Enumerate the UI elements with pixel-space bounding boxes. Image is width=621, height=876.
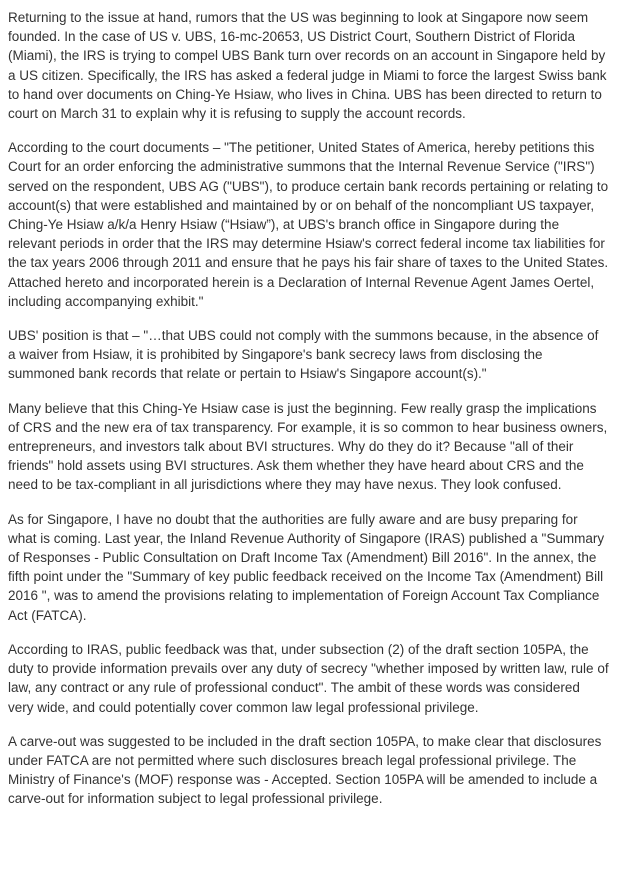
paragraph-crs-transparency: Many believe that this Ching-Ye Hsiaw case is just the beginning. Few really grasp the implications of CRS and the new era of tax transparency. For example, it is so common to hear business owners, entrepreneurs, and investors talk about BVI structures. Why do they do it? Because "all of their friends" hold assets using BVI structures. Ask them whether they have heard about CRS and the need to be tax-compliant in all jurisdictions where they may have nexus. They look confused. (8, 400, 608, 493)
paragraph-singapore-rumors: Returning to the issue at hand, rumors that the US was beginning to look at Singapore now seem founded. In the case of US v. UBS, 16-mc-20653, US District Court, Southern District of Florida (Miami), the IRS is trying to compel UBS Bank turn over records on an account in Singapore held by a US citizen. Specifically, the IRS has asked a federal judge in Miami to force the largest Swiss bank to hand over documents on Ching-Ye Hsiaw, who lives in China. UBS has been directed to return to court on March 31 to explain why it is refusing to supply the account records. (8, 10, 607, 122)
paragraph-carve-out: A carve-out was suggested to be included in the draft section 105PA, to make clear that disclosures under FATCA are not permitted where such disclosures breach legal professional privilege. The Ministry of Finance's (MOF) response was - Accepted. Section 105PA will be amended to include a carve-out for information subject to legal professional privilege. (8, 733, 602, 807)
paragraph-public-feedback: According to IRAS, public feedback was that, under subsection (2) of the draft section 105PA, the duty to provide information prevails over any duty of secrecy "whether imposed by written law, rule of law, any contract or any rule of professional conduct". The ambit of these words was considered very wide, and could potentially cover common law legal professional privilege. (8, 641, 609, 715)
paragraph-iras-consultation: As for Singapore, I have no doubt that the authorities are fully aware and are busy preparing for what is coming. Last year, the Inland Revenue Authority of Singapore (IRAS) published a "Summary of Responses - Public Consultation on Draft Income Tax (Amendment) Bill 2016". In the annex, the fifth point under the "Summary of key public feedback received on the Income Tax (Amendment) Bill 2016 ", was to amend the provisions relating to implementation of Foreign Account Tax Compliance Act (FATCA). (8, 511, 605, 623)
paragraph-court-documents: According to the court documents – "The petitioner, United States of America, hereby petitions this Court for an order enforcing the administrative summons that the Internal Revenue Service ("IRS") served on the respondent, UBS AG ("UBS"), to produce certain bank records pertaining or relating to account(s) that were established and maintained by or on behalf of the noncompliant US taxpayer, Ching-Ye Hsiaw a/k/a Henry Hsiaw (“Hsiaw”), at UBS's branch office in Singapore during the relevant periods in order that the IRS may determine Hsiaw's correct federal income tax liabilities for the tax years 2006 through 2011 and ensure that he pays his fair share of taxes to the United States. Attached hereto and incorporated herein is a Declaration of Internal Revenue Agent James Oertel, including accompanying exhibit." (8, 140, 609, 309)
paragraph-ubs-position: UBS' position is that – "…that UBS could not comply with the summons because, in the absence of a waiver from Hsiaw, it is prohibited by Singapore's bank secrecy laws from disclosing the summoned bank records that relate or pertain to Hsiaw's Singapore account(s)." (8, 328, 599, 382)
